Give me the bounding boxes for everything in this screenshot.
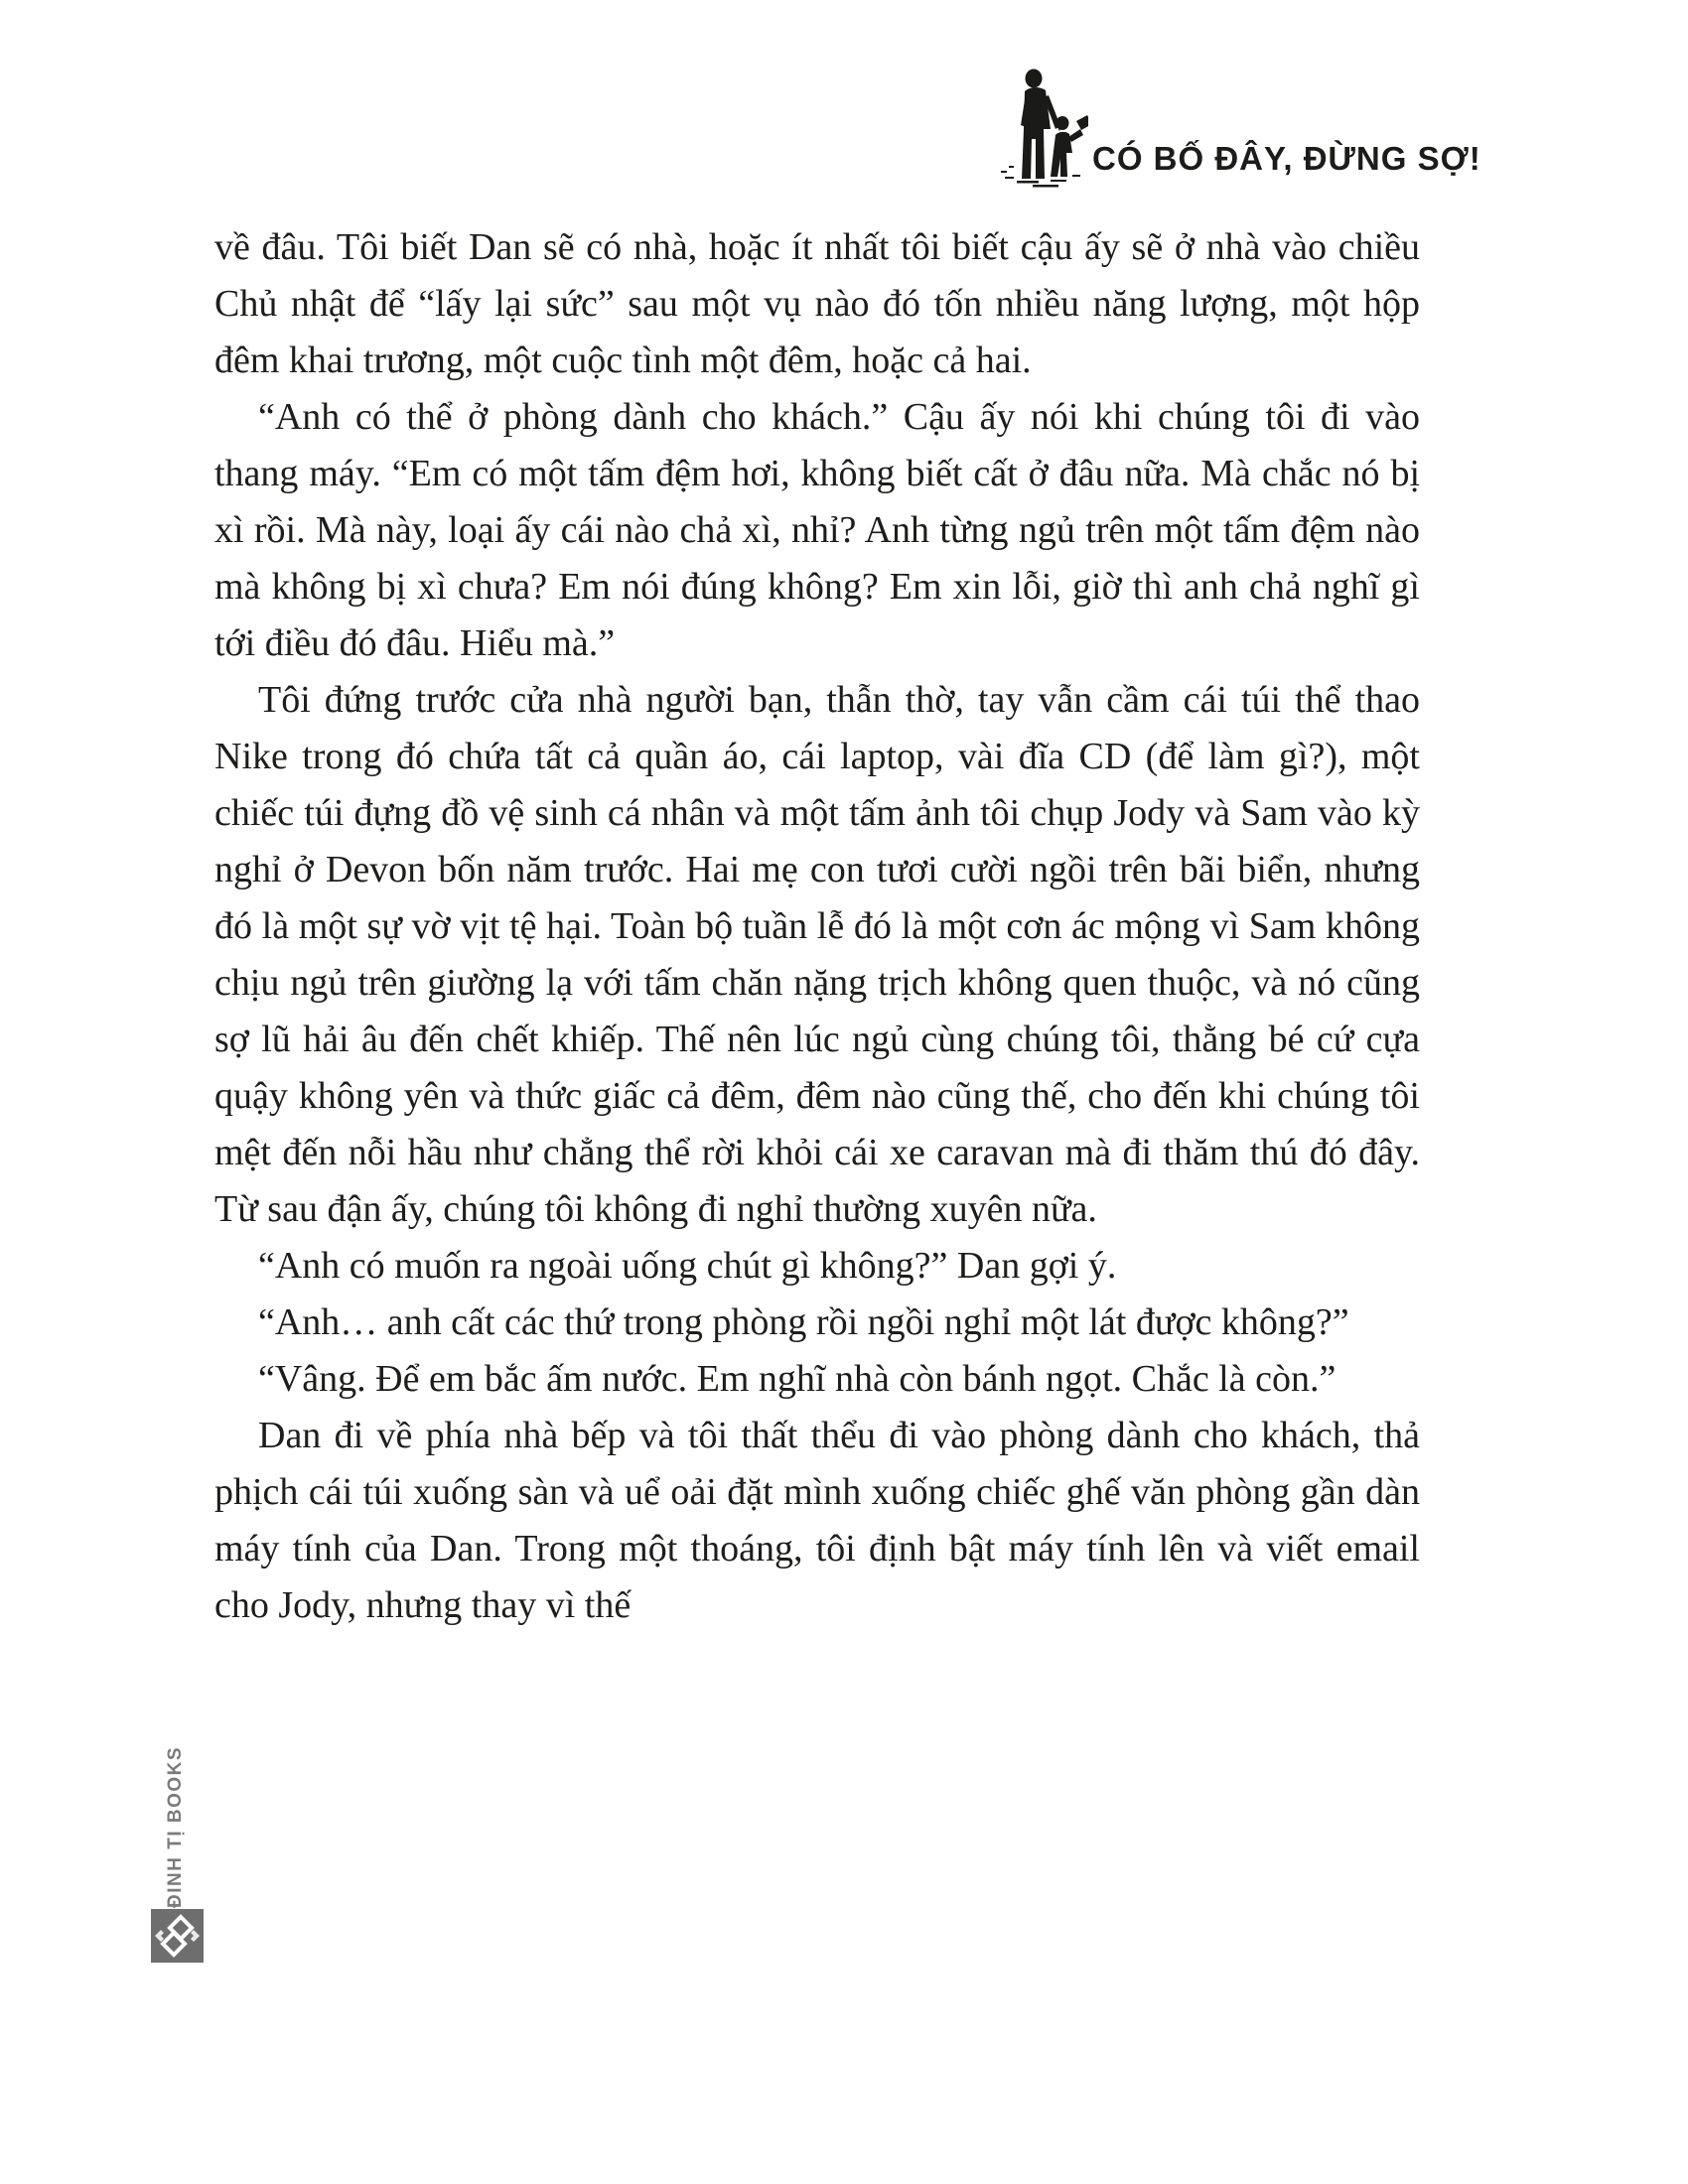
paragraph: “Anh có muốn ra ngoài uống chút gì không?” Dan gợi ý. (258, 1245, 1117, 1287)
paragraph: Dan đi về phía nhà bếp và tôi thất thểu đi vào phòng dành cho khách, thả phịch cái túi xuống sàn và uể oải đặt mình xuống chiếc ghế văn phòng gần dàn máy tính của Dan. Trong một thoáng, tôi định bật máy tính lên và viết email cho Jody, nhưng thay vì thế (214, 1415, 1420, 1626)
paragraph: “Anh có thể ở phòng dành cho khách.” Cậu ấy nói khi chúng tôi đi vào thang máy. “Em có một tấm đệm hơi, không biết cất ở đâu nữa. Mà chắc nó bị xì rồi. Mà này, loại ấy cái nào chả xì, nhỉ? Anh từng ngủ trên một tấm đệm nào mà không bị xì chưa? Em nói đúng không? Em xin lỗi, giờ thì anh chả nghĩ gì tới điều đó đâu. Hiểu mà.” (214, 396, 1420, 664)
father-child-silhouette-icon (997, 68, 1088, 189)
running-head-title: CÓ BỐ ĐÂY, ĐỪNG SỢ! (1092, 140, 1481, 177)
body-text (214, 219, 1420, 1634)
dinh-ti-diamond-logo-icon (151, 1909, 204, 1963)
paragraph: Tôi đứng trước cửa nhà người bạn, thẫn thờ, tay vẫn cầm cái túi thể thao Nike trong đó chứa tất cả quần áo, cái laptop, vài đĩa CD (để làm gì?), một chiếc túi đựng đồ vệ sinh cá nhân và một tấm ảnh tôi chụp Jody và Sam vào kỳ nghỉ ở Devon bốn năm trước. Hai mẹ con tươi cười ngồi trên bãi biển, nhưng đó là một sự vờ vịt tệ hại. Toàn bộ tuần lễ đó là một cơn ác mộng vì Sam không chịu ngủ trên giường lạ với tấm chăn nặng trịch không quen thuộc, và nó cũng sợ lũ hải âu đến chết khiếp. Thế nên lúc ngủ cùng chúng tôi, thằng bé cứ cựa quậy không yên và thức giấc cả đêm, đêm nào cũng thế, cho đến khi chúng tôi mệt đến nỗi hầu như chẳng thể rời khỏi cái xe caravan mà đi thăm thú đó đây. Từ sau đận ấy, chúng tôi không đi nghỉ thường xuyên nữa. (214, 679, 1420, 1230)
paragraph: “Anh… anh cất các thứ trong phòng rồi ngồi nghỉ một lát được không?” (258, 1301, 1349, 1343)
paragraph: về đâu. Tôi biết Dan sẽ có nhà, hoặc ít nhất tôi biết cậu ấy sẽ ở nhà vào chiều Chủ nhật để “lấy lại sức” sau một vụ nào đó tốn nhiều năng lượng, một hộp đêm khai trương, một cuộc tình một đêm, hoặc cả hai. (214, 226, 1420, 381)
paragraph: “Vâng. Để em bắc ấm nước. Em nghĩ nhà còn bánh ngọt. Chắc là còn.” (258, 1358, 1336, 1400)
publisher-name-vertical: ĐINH TỊ BOOKS (165, 1745, 186, 1908)
